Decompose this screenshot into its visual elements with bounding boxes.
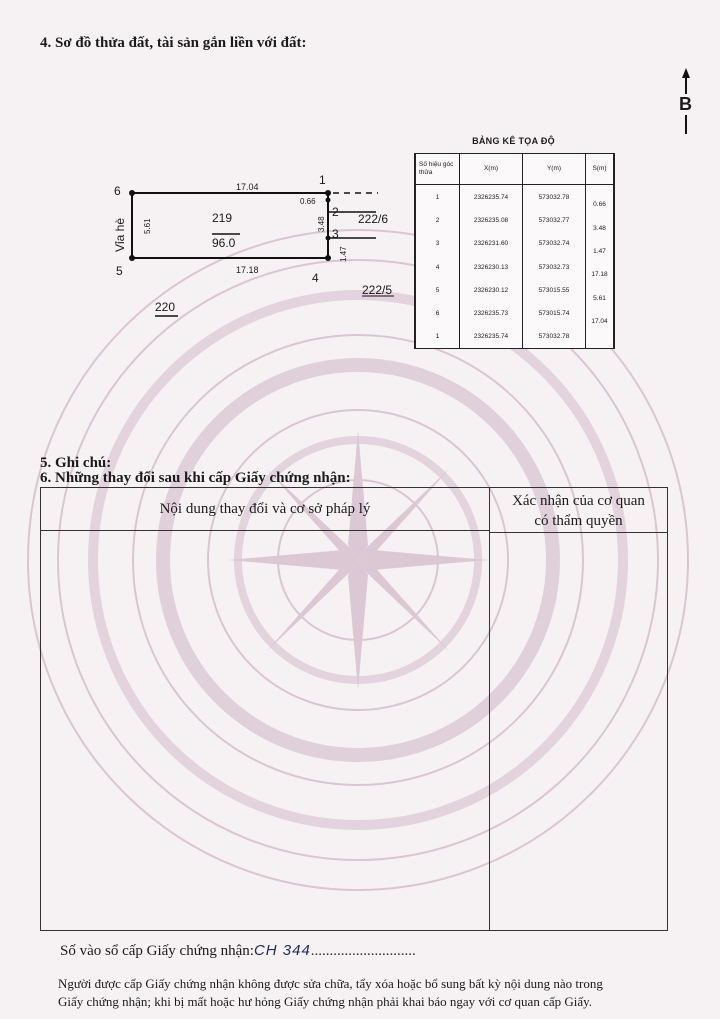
coord-header-y: Y(m) <box>523 154 586 185</box>
coord-s: 1.47 <box>593 248 606 256</box>
coord-point: 4 <box>416 255 460 278</box>
table-row <box>416 232 614 255</box>
changes-header-confirmation <box>490 488 667 533</box>
edge-right-3-length: 1.47 <box>339 246 348 262</box>
notice-line-2: Giấy chứng nhận; khi bị mất hoặc hư hỏng Giấy chứng nhận phải khai báo ngay với cơ quan cấp Giấy. <box>58 994 593 1009</box>
parcel-below-number: 220 <box>155 300 176 314</box>
coord-s <box>586 325 614 348</box>
coord-x: 2326231.60 <box>460 232 523 255</box>
changes-header-confirmation-line2: có thẩm quyền <box>534 513 623 529</box>
table-row <box>416 302 614 325</box>
coord-point: 5 <box>416 279 460 302</box>
notice-line-1: Người được cấp Giấy chứng nhận không được sửa chữa, tẩy xóa hoặc bổ sung bất kỳ nội dung nào trong <box>58 976 603 991</box>
corner-5-label: 5 <box>116 264 123 278</box>
coord-header-x: X(m) <box>460 154 523 185</box>
table-row <box>416 279 614 302</box>
corner-1-label: 1 <box>319 173 326 187</box>
north-label: B <box>679 94 692 114</box>
coord-point: 6 <box>416 302 460 325</box>
coord-s: 17.04 <box>591 317 608 325</box>
coord-s: 5.61 <box>593 294 606 302</box>
edge-bottom-length: 17.18 <box>236 265 259 275</box>
registration-number: CH 344 <box>253 942 311 959</box>
coord-x: 2326235.08 <box>460 209 523 232</box>
section-4-title: 4. Sơ đồ thửa đất, tài sản gắn liền với đất: <box>40 35 307 51</box>
corner-4-label: 4 <box>312 271 319 285</box>
coord-x: 2326230.13 <box>460 255 523 278</box>
coord-s: 17.18 <box>591 271 608 279</box>
notice-text <box>58 975 678 1011</box>
coord-y: 573032.74 <box>523 232 586 255</box>
edge-right-1-length: 0.66 <box>300 197 316 206</box>
changes-confirmation-cell <box>490 531 667 930</box>
table-row <box>416 185 614 210</box>
table-row <box>416 209 614 232</box>
edge-right-2-length: 3.48 <box>317 216 326 232</box>
coord-s: 3.48 <box>593 225 606 233</box>
coord-y: 573032.78 <box>523 325 586 348</box>
coord-header-s: S(m) <box>586 154 614 185</box>
coord-point: 2 <box>416 209 460 232</box>
coord-x: 2326235.73 <box>460 302 523 325</box>
registration-dots: ............................ <box>310 943 416 959</box>
coord-y: 573015.74 <box>523 302 586 325</box>
coord-x: 2326230.12 <box>460 279 523 302</box>
coord-y: 573032.73 <box>523 255 586 278</box>
parcel-diagram <box>100 160 410 350</box>
parcel-right-bottom-number: 222/5 <box>362 283 393 297</box>
coord-s: 0.66 <box>593 201 606 208</box>
coord-point: 3 <box>416 232 460 255</box>
coord-point: 1 <box>416 185 460 210</box>
registration-label: Số vào sổ cấp Giấy chứng nhận: <box>60 943 254 959</box>
parcel-main-number: 219 <box>212 211 233 225</box>
coord-table-title: BẢNG KÊ TỌA ĐỘ <box>472 136 555 146</box>
section-5-title: 5. Ghi chú: <box>40 455 112 471</box>
coord-y: 573032.78 <box>523 185 586 210</box>
corner-3-label: 3 <box>332 227 339 241</box>
coord-header-point: Số hiệu góc thửa <box>416 154 460 185</box>
coord-point: 1 <box>416 325 460 348</box>
corner-6-label: 6 <box>114 184 121 198</box>
coord-x: 2326235.74 <box>460 325 523 348</box>
coord-y: 573032.77 <box>523 209 586 232</box>
coord-x: 2326235.74 <box>460 185 523 210</box>
registration-line <box>60 942 416 960</box>
table-row <box>416 255 614 278</box>
coord-y: 573015.55 <box>523 279 586 302</box>
changes-header-confirmation-line1: Xác nhận của cơ quan <box>512 493 645 509</box>
table-row <box>416 325 614 348</box>
corner-2-label: 2 <box>332 205 339 219</box>
changes-content-cell <box>41 531 490 930</box>
parcel-right-top-number: 222/6 <box>358 212 389 226</box>
edge-top-length: 17.04 <box>236 182 259 192</box>
parcel-main-area: 96.0 <box>212 236 236 250</box>
section-6-title: 6. Những thay đổi sau khi cấp Giấy chứng nhận: <box>40 470 351 486</box>
road-label: Vỉa hè <box>113 217 127 252</box>
edge-left-length: 5.61 <box>143 218 152 234</box>
coord-table <box>414 153 615 349</box>
changes-header-content: Nội dung thay đổi và cơ sở pháp lý <box>41 488 490 531</box>
changes-table <box>40 487 668 931</box>
